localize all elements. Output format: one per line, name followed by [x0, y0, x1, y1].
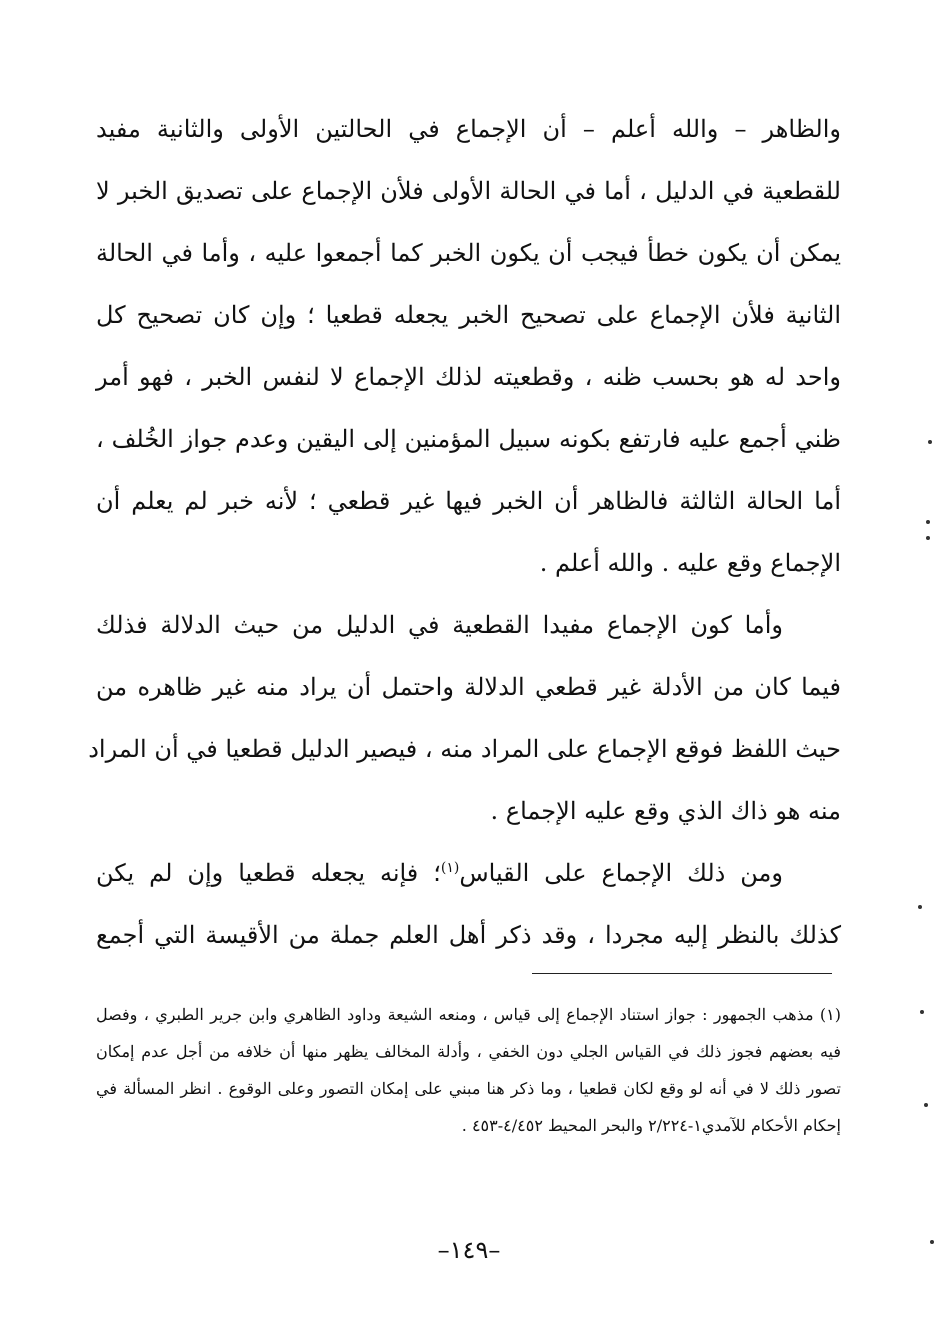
paragraph-3 [96, 842, 841, 966]
footnote-1: (١) مذهب الجمهور : جواز استناد الإجماع إلى قياس ، ومنعه الشيعة وداود الظاهري وابن جرير الطبري ، وفصل فيه بعضهم فجوز ذلك في القياس الجلي دون الخفي ، وأدلة المخالف يظهر منها أن خلافه من أجل عدم إمكان تصور ذلك لا في أنه لو وقع لكان قطعيا ، وما ذكر هنا مبني على إمكان التصور وعلى الوقوع . انظر المسألة في إحكام الأحكام للآمدي١-٢/٢٢٤ والبحر المحيط ٤/٤٥٢-٤٥٣ . [96, 1005, 842, 1135]
text-line: للقطعية في الدليل ، أما في الحالة الأولى فلأن الإجماع على تصديق الخبر لا [96, 177, 841, 205]
paragraph-1 [96, 98, 841, 594]
text-line: حيث اللفظ فوقع الإجماع على المراد منه ، فيصير الدليل قطعيا في أن المراد [88, 735, 841, 763]
text-fragment: ومن ذلك الإجماع على القياس [459, 859, 783, 887]
footnote-marker[interactable]: (١) [440, 860, 460, 876]
paragraph-2 [88, 594, 841, 842]
text-line: منه هو ذاك الذي وقع عليه الإجماع . [490, 797, 841, 825]
text-line: فيما كان من الأدلة غير قطعي الدلالة واحتمل أن يراد منه غير ظاهره من [96, 673, 841, 701]
text-line: وأما كون الإجماع مفيدا القطعية في الدليل من حيث الدلالة فذلك [96, 611, 783, 639]
scan-speck [924, 1103, 928, 1107]
text-line: كذلك بالنظر إليه مجردا ، وقد ذكر أهل العلم جملة من الأقيسة التي أجمع [96, 921, 841, 949]
text-line: والظاهر – والله أعلم – أن الإجماع في الحالتين الأولى والثانية مفيد [96, 115, 841, 143]
footnotes [96, 996, 841, 1144]
text-line: يمكن أن يكون خطأ فيجب أن يكون الخبر كما أجمعوا عليه ، وأما في الحالة [96, 239, 841, 267]
scan-speck [928, 440, 932, 444]
scan-speck [926, 520, 930, 524]
main-text [88, 98, 841, 966]
text-fragment: ؛ فإنه يجعله قطعيا وإن لم يكن [96, 859, 441, 887]
text-line: أما الحالة الثالثة فالظاهر أن الخبر فيها غير قطعي ؛ لأنه خبر لم يعلم أن [96, 487, 841, 515]
scan-speck [920, 1010, 924, 1014]
scan-speck [918, 905, 922, 909]
text-line: الثانية فلأن الإجماع على تصحيح الخبر يجعله قطعيا ؛ وإن كان تصحيح كل [96, 301, 841, 329]
scan-speck [926, 536, 930, 540]
text-line: الإجماع وقع عليه . والله أعلم . [539, 549, 841, 577]
text-line: واحد له هو بحسب ظنه ، وقطعيته لذلك الإجماع لا لنفس الخبر ، فهو أمر [96, 363, 841, 391]
page-number: –١٤٩– [437, 1236, 501, 1264]
text-line [96, 842, 841, 904]
scan-speck [930, 1240, 934, 1244]
text-line: ظني أجمع عليه فارتفع بكونه سبيل المؤمنين إلى اليقين وعدم جواز الخُلف ، [96, 425, 841, 453]
footnote-separator [532, 973, 832, 974]
